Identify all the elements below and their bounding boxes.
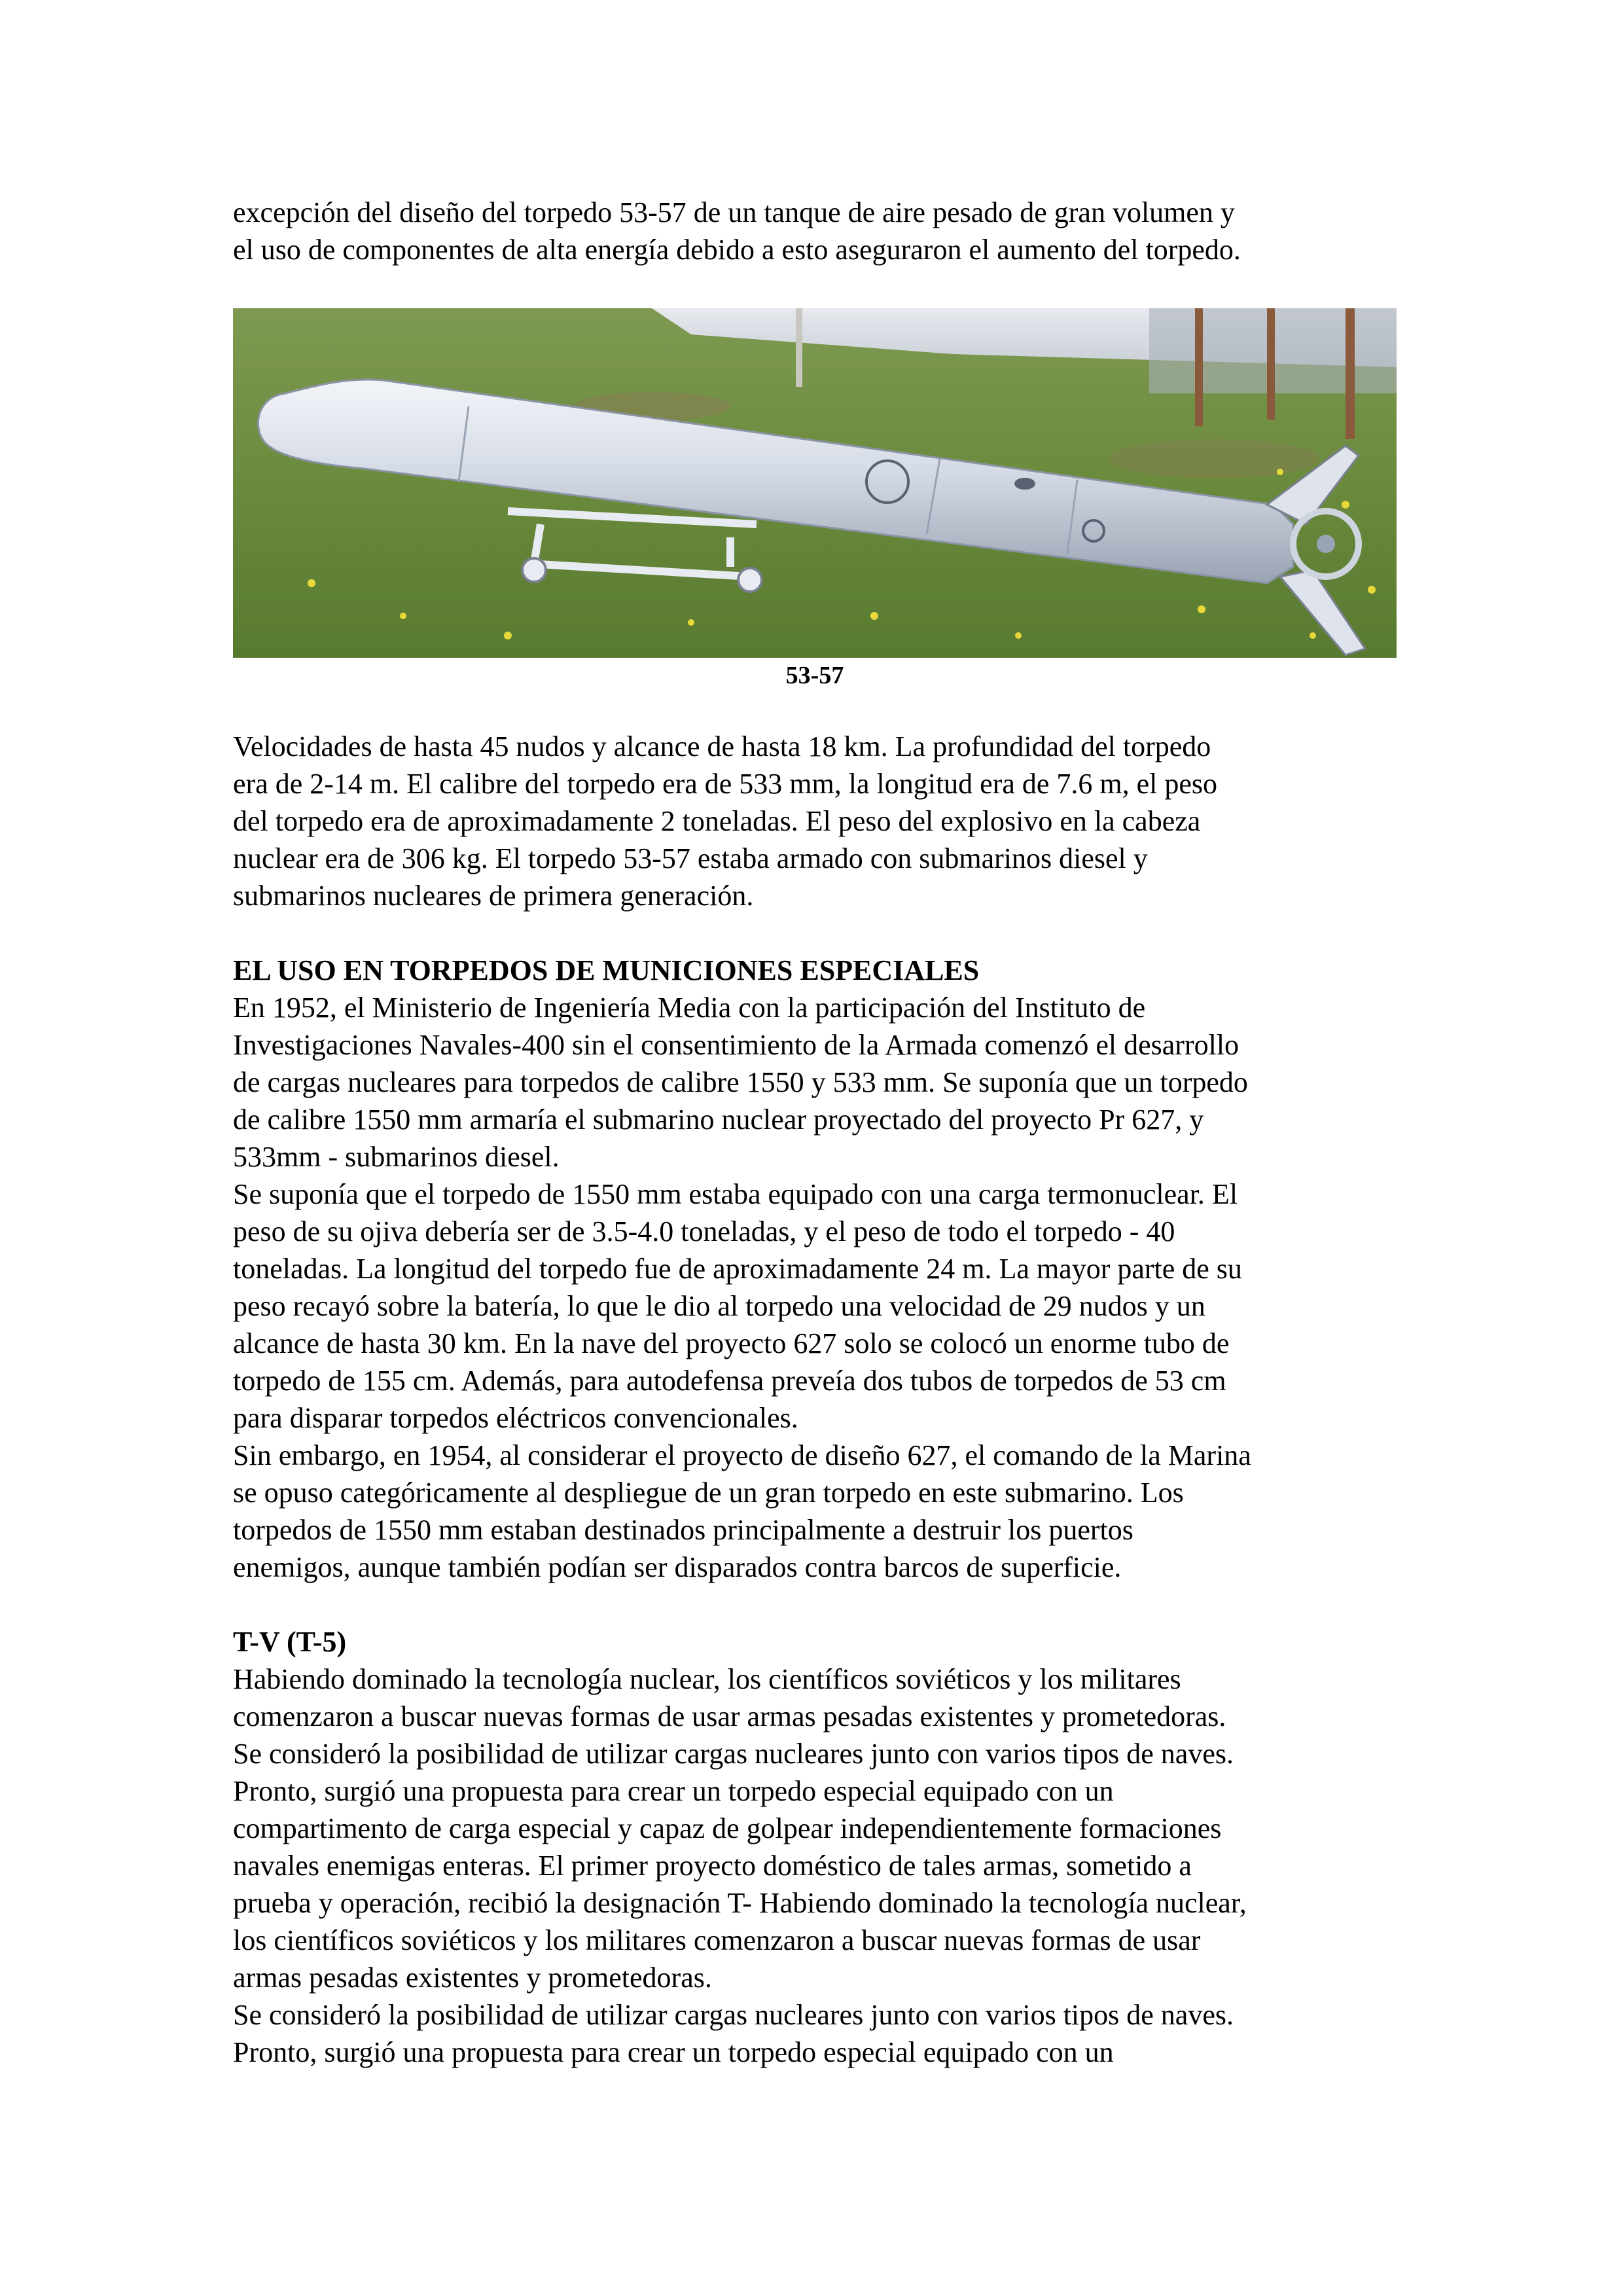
torpedo-photo [233, 308, 1397, 658]
intro-paragraph: excepción del diseño del torpedo 53-57 de un tanque de aire pesado de gran volumen y el uso de componentes de alta energía debido a esto aseguraron el aumento del torpedo. [233, 196, 1241, 266]
specs-paragraph: Velocidades de hasta 45 nudos y alcance de hasta 18 km. La profundidad del torpedo era de 2-14 m. El calibre del torpedo era de 533 mm, la longitud era de 7.6 m, el peso del torpedo era de aproximadamente 2 toneladas. El peso del explosivo en la cabeza nuclear era de 306 kg. El torpedo 53-57 estaba armado con submarinos diesel y submarinos nucleares de primera generación. [233, 730, 1218, 912]
section1-paragraph3: Sin embargo, en 1954, al considerar el proyecto de diseño 627, el comando de la Marina se opuso categóricamente al despliegue de un gran torpedo en este submarino. Los torpedos de 1550 mm estaban destinados principalmente a destruir los puertos enemigos, aunque también podían ser disparados contra barcos de superficie. [233, 1439, 1251, 1583]
section2-paragraph1: Habiendo dominado la tecnología nuclear, los científicos soviéticos y los militares comenzaron a buscar nuevas formas de usar armas pesadas existentes y prometedoras. Se consideró la posibilidad de utilizar cargas nucleares junto con varios tipos de naves. Pronto, surgió una propuesta para crear un torpedo especial equipado con un compartimento de carga especial y capaz de golpear independientemente formaciones navales enemigas enteras. El primer proyecto doméstico de tales armas, sometido a prueba y operación, recibió la designación T- Habiendo dominado la tecnología nuclear, los científicos soviéticos y los militares comenzaron a buscar nuevas formas de usar armas pesadas existentes y prometedoras. [233, 1663, 1247, 1994]
section1-paragraph2: Se suponía que el torpedo de 1550 mm estaba equipado con una carga termonuclear. El peso de su ojiva debería ser de 3.5-4.0 toneladas, y el peso de todo el torpedo - 40 toneladas. La longitud del torpedo fue de aproximadamente 24 m. La mayor parte de su peso recayó sobre la batería, lo que le dio al torpedo una velocidad de 29 nudos y un alcance de hasta 30 km. En la nave del proyecto 627 solo se colocó un enorme tubo de torpedo de 155 cm. Además, para autodefensa preveía dos tubos de torpedos de 53 cm para disparar torpedos eléctricos convencionales. [233, 1178, 1242, 1434]
section-heading-t5: T-V (T-5) [233, 1626, 347, 1658]
section1-paragraph1: En 1952, el Ministerio de Ingeniería Media con la participación del Instituto de Investigaciones Navales-400 sin el consentimiento de la Armada comenzó el desarrollo de cargas nucleares para torpedos de calibre 1550 y 533 mm. Se suponía que un torpedo de calibre 1550 mm armaría el submarino nuclear proyectado del proyecto Pr 627, y 533mm - submarinos diesel. [233, 992, 1248, 1173]
section-heading-municiones: EL USO EN TORPEDOS DE MUNICIONES ESPECIALES [233, 954, 980, 986]
figure-caption: 53-57 [785, 662, 844, 689]
torpedo-image [233, 308, 1397, 658]
section2-paragraph2: Se consideró la posibilidad de utilizar cargas nucleares junto con varios tipos de naves. Pronto, surgió una propuesta para crear un torpedo especial equipado con un [233, 1999, 1234, 2068]
